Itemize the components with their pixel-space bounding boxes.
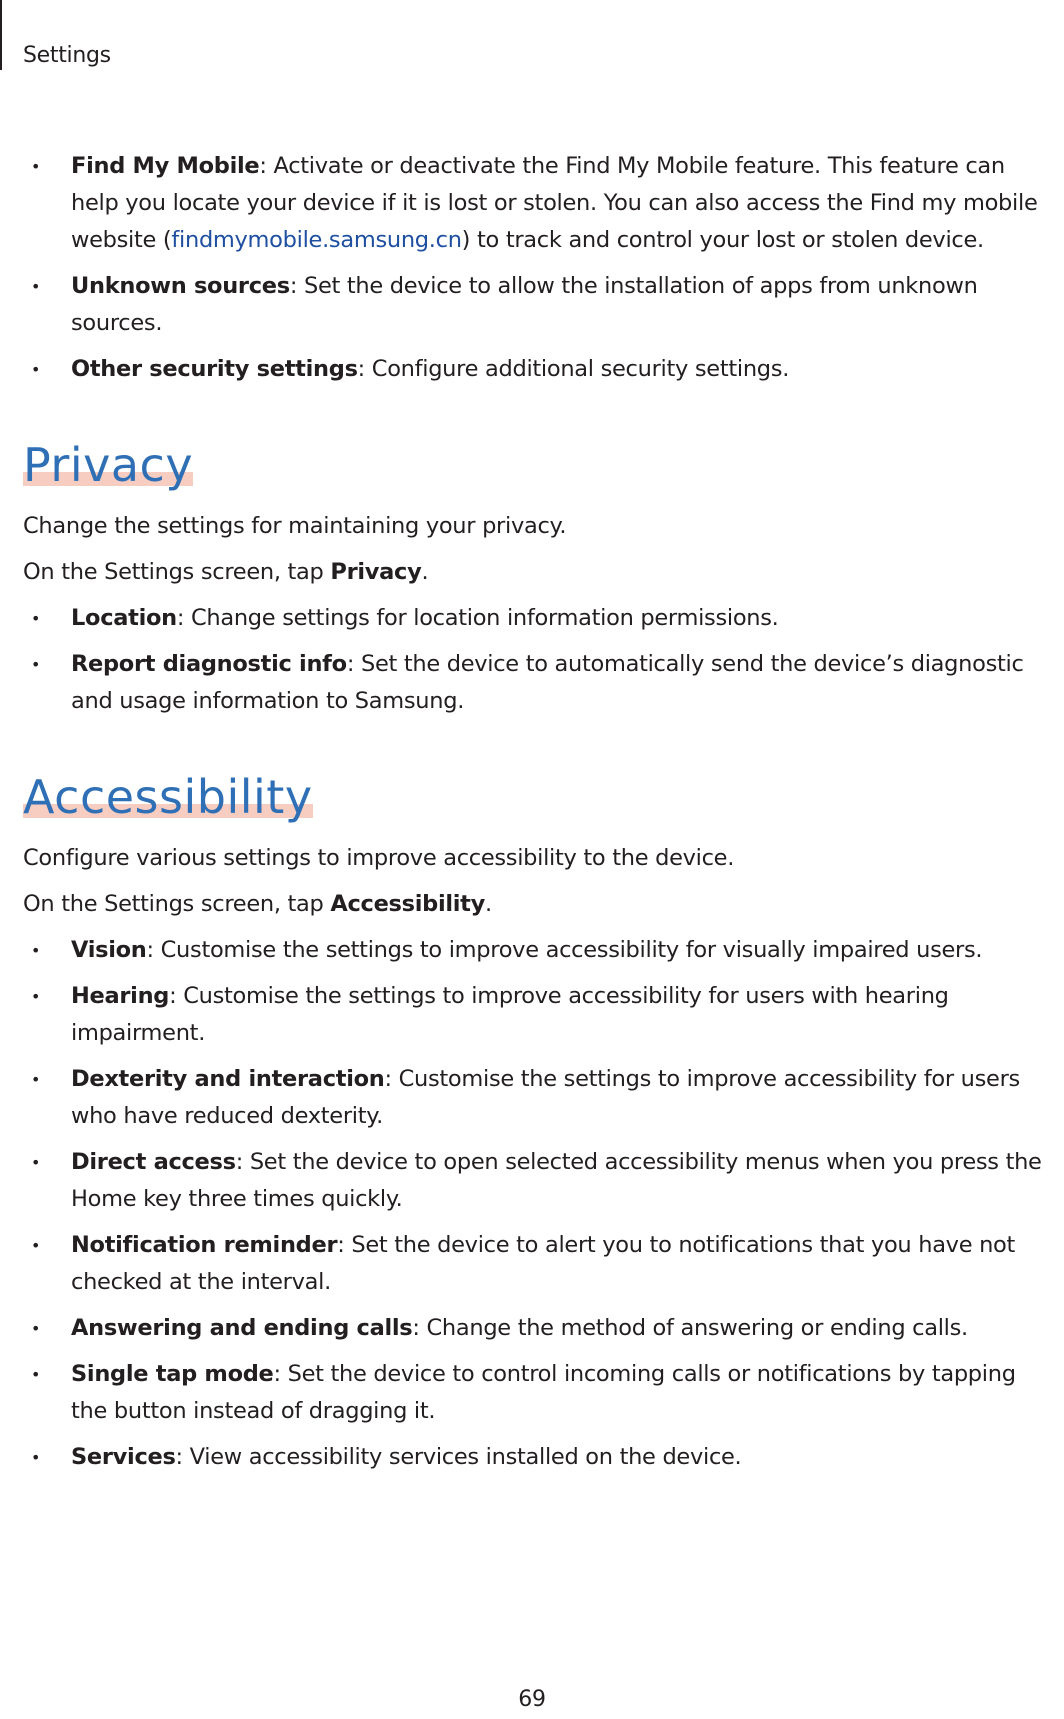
item-term: Vision	[71, 937, 147, 963]
list-item-other-security-settings	[23, 351, 1058, 388]
instruction-suffix: .	[485, 891, 492, 917]
item-term: Services	[71, 1444, 176, 1470]
list-item-vision	[23, 932, 1058, 969]
instruction-target: Accessibility	[330, 891, 486, 917]
item-term: Other security settings	[71, 356, 358, 382]
item-text: : Customise the settings to improve accessibility for users who have reduced dexterity.	[71, 1066, 1020, 1129]
page-content	[23, 148, 1058, 1485]
bullet-icon: •	[31, 655, 41, 674]
item-text: ) to track and control your lost or stolen device.	[461, 227, 984, 253]
item-text: : View accessibility services installed on the device.	[175, 1444, 742, 1470]
privacy-list	[23, 600, 1058, 720]
list-item-single-tap-mode	[23, 1356, 1058, 1430]
bullet-icon: •	[31, 1236, 41, 1255]
item-term: Hearing	[71, 983, 170, 1009]
header-rule	[0, 0, 2, 70]
bullet-icon: •	[31, 1448, 41, 1467]
list-item-answering-calls	[23, 1310, 1058, 1347]
list-item-dexterity	[23, 1061, 1058, 1135]
list-item-find-my-mobile	[23, 148, 1058, 259]
item-term: Report diagnostic info	[71, 651, 347, 677]
findmymobile-link[interactable]: findmymobile.samsung.cn	[171, 227, 462, 253]
bullet-icon: •	[31, 987, 41, 1006]
bullet-icon: •	[31, 1365, 41, 1384]
list-item-location	[23, 600, 1058, 637]
item-term: Single tap mode	[71, 1361, 274, 1387]
item-term: Direct access	[71, 1149, 236, 1175]
instruction-prefix: On the Settings screen, tap	[23, 559, 331, 585]
item-term: Unknown sources	[71, 273, 290, 299]
item-text: : Set the device to automatically send the device’s diagnostic and usage information to Samsung.	[71, 651, 1024, 714]
item-term: Location	[71, 605, 177, 631]
item-term: Answering and ending calls	[71, 1315, 413, 1341]
instruction-suffix: .	[421, 559, 429, 585]
accessibility-list	[23, 932, 1058, 1476]
bullet-icon: •	[31, 360, 41, 379]
list-item-notification-reminder	[23, 1227, 1058, 1301]
list-item-report-diagnostic-info	[23, 646, 1058, 720]
list-item-hearing	[23, 978, 1058, 1052]
item-term: Notification reminder	[71, 1232, 338, 1258]
accessibility-intro: Configure various settings to improve accessibility to the device.	[23, 845, 735, 871]
item-term: Dexterity and interaction	[71, 1066, 385, 1092]
instruction-target: Privacy	[330, 559, 422, 585]
security-list	[23, 148, 1058, 388]
item-text: : Set the device to control incoming calls or notifications by tapping the button instead of dragging it.	[71, 1361, 1016, 1424]
bullet-icon: •	[31, 609, 41, 628]
item-text: : Customise the settings to improve accessibility for users with hearing impairment.	[71, 983, 949, 1046]
accessibility-heading: Accessibility	[23, 770, 313, 824]
item-text: : Change settings for location information permissions.	[176, 605, 779, 631]
privacy-section	[23, 438, 1058, 720]
bullet-icon: •	[31, 157, 41, 176]
item-text: : Set the device to allow the installation of apps from unknown sources.	[71, 273, 978, 336]
running-head: Settings	[23, 43, 111, 68]
privacy-instruction	[23, 554, 1058, 591]
bullet-icon: •	[31, 277, 41, 296]
item-term: Find My Mobile	[71, 153, 260, 179]
item-text: : Configure additional security settings.	[357, 356, 790, 382]
item-text: : Set the device to alert you to notifications that you have not checked at the interval.	[71, 1232, 1016, 1295]
item-text: : Activate or deactivate the Find My Mobile feature. This feature can help you locate your device if it is lost or stolen. You can also access the Find my mobile website (	[71, 153, 1038, 253]
bullet-icon: •	[31, 1153, 41, 1172]
item-text: : Set the device to open selected accessibility menus when you press the Home key three times quickly.	[71, 1149, 1042, 1212]
list-item-direct-access	[23, 1144, 1058, 1218]
list-item-services	[23, 1439, 1058, 1476]
page-number: 69	[518, 1687, 546, 1712]
accessibility-section	[23, 770, 1058, 1476]
privacy-intro: Change the settings for maintaining your privacy.	[23, 513, 567, 539]
privacy-heading: Privacy	[23, 438, 194, 492]
instruction-prefix: On the Settings screen, tap	[23, 891, 331, 917]
accessibility-instruction	[23, 886, 1058, 923]
bullet-icon: •	[31, 1070, 41, 1089]
item-text: : Customise the settings to improve accessibility for visually impaired users.	[146, 937, 983, 963]
bullet-icon: •	[31, 1319, 41, 1338]
list-item-unknown-sources	[23, 268, 1058, 342]
bullet-icon: •	[31, 941, 41, 960]
item-text: : Change the method of answering or ending calls.	[412, 1315, 968, 1341]
